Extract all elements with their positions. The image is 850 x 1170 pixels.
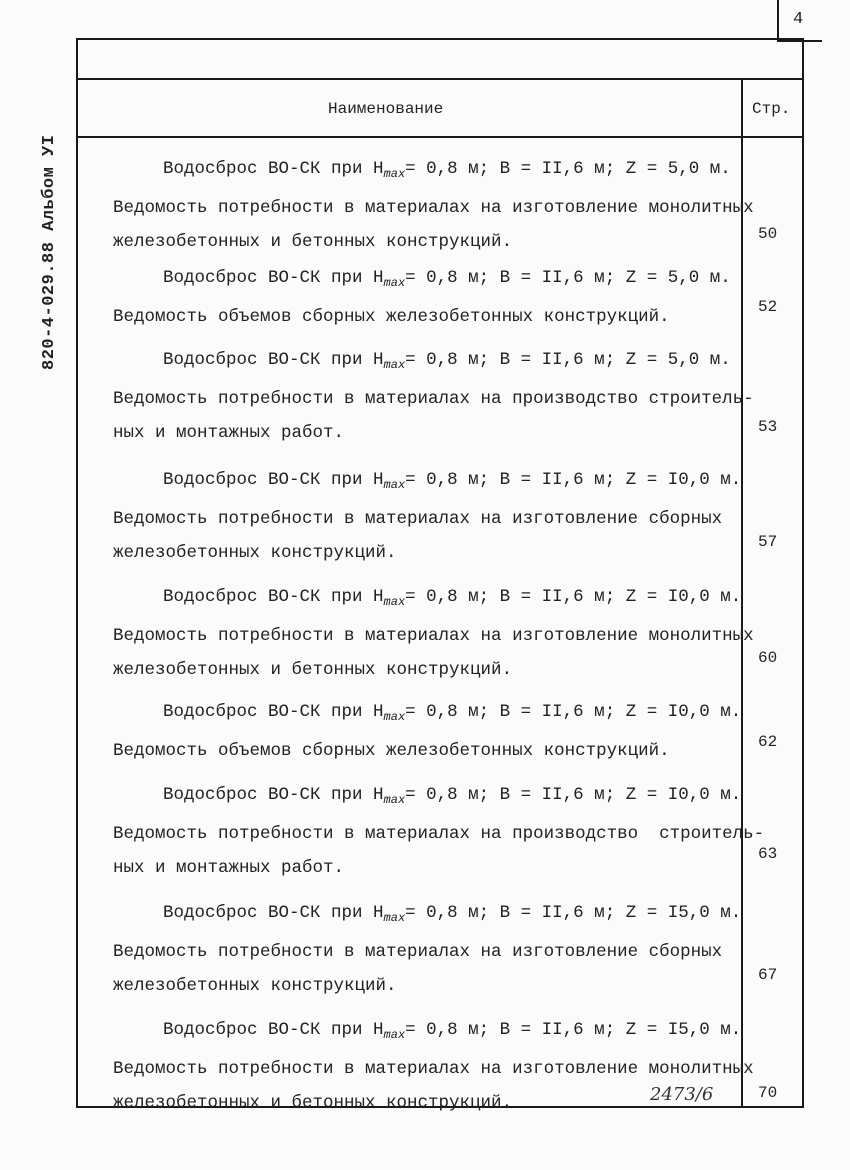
- corner-divider: [777, 40, 822, 42]
- header-name: Наименование: [328, 100, 444, 118]
- table-border-left: [76, 38, 78, 1108]
- entry-page-number: 70: [758, 1084, 778, 1102]
- entry-line: Ведомость объемов сборных железобетонных конструкций.: [113, 741, 670, 761]
- entry-line: Ведомость потребности в материалах на производство строитель-: [113, 389, 754, 409]
- entry-page-number: 57: [758, 533, 778, 551]
- entry-line: железобетонных и бетонных конструкций.: [113, 660, 513, 680]
- toc-entry: [113, 1013, 754, 1120]
- header-divider: [76, 136, 804, 138]
- entry-line: Ведомость потребности в материалах на изготовление сборных: [113, 942, 723, 962]
- toc-entry: [113, 152, 754, 259]
- entry-heading: Водосброс ВО-СК при $Н_{max}= 0,8$ м; В = II,6 м; Z = I0,0 м.: [163, 785, 742, 807]
- entry-line: Ведомость потребности в материалах на изготовление монолитных: [113, 198, 754, 218]
- toc-entry: [113, 261, 743, 334]
- entry-heading: Водосброс ВО-СК при $Н_{max}= 0,8$ м; В = II,6 м; Z = 5,0 м.: [163, 350, 731, 372]
- handwritten-note: 2473/6: [650, 1084, 714, 1105]
- entry-line: Ведомость потребности в материалах на изготовление монолитных: [113, 1059, 754, 1079]
- entry-line: Ведомость потребности в материалах на производство строитель-: [113, 824, 765, 844]
- entry-line: Ведомость объемов сборных железобетонных конструкций.: [113, 307, 670, 327]
- page-number: 4: [793, 10, 804, 29]
- corner-divider: [777, 0, 779, 40]
- table-border-right: [802, 38, 804, 1108]
- header-page: Стр.: [752, 100, 791, 118]
- entry-heading: Водосброс ВО-СК при $Н_{max}= 0,8$ м; В = II,6 м; Z = I5,0 м.: [163, 903, 742, 925]
- entry-heading: Водосброс ВО-СК при $Н_{max}= 0,8$ м; В = II,6 м; Z = 5,0 м.: [163, 159, 731, 181]
- entry-line: ных и монтажных работ.: [113, 858, 345, 878]
- entry-heading: Водосброс ВО-СК при $Н_{max}= 0,8$ м; В = II,6 м; Z = 5,0 м.: [163, 268, 731, 290]
- entry-line: Ведомость потребности в материалах на изготовление монолитных: [113, 626, 754, 646]
- entry-line: железобетонных конструкций.: [113, 543, 397, 563]
- entry-heading: Водосброс ВО-СК при $Н_{max}= 0,8$ м; В = II,6 м; Z = I0,0 м.: [163, 470, 742, 492]
- entry-line: железобетонных и бетонных конструкций.: [113, 1093, 513, 1113]
- entry-heading: Водосброс ВО-СК при $Н_{max}= 0,8$ м; В = II,6 м; Z = I0,0 м.: [163, 702, 742, 724]
- toc-entry: [113, 343, 754, 450]
- entry-line: железобетонных конструкций.: [113, 976, 397, 996]
- table-divider: [76, 78, 804, 80]
- entry-line: железобетонных и бетонных конструкций.: [113, 232, 513, 252]
- entry-page-number: 63: [758, 845, 778, 863]
- entry-page-number: 52: [758, 298, 778, 316]
- entry-page-number: 50: [758, 225, 778, 243]
- entry-page-number: 67: [758, 966, 778, 984]
- toc-entry: [113, 695, 743, 768]
- entry-page-number: 53: [758, 418, 778, 436]
- entry-heading: Водосброс ВО-СК при $Н_{max}= 0,8$ м; В = II,6 м; Z = I0,0 м.: [163, 587, 742, 609]
- entry-line: ных и монтажных работ.: [113, 423, 345, 443]
- toc-entry: [113, 896, 743, 1003]
- side-label: 820-4-029.88 Альбом УI: [40, 134, 59, 370]
- toc-entry: [113, 580, 754, 687]
- entry-page-number: 62: [758, 733, 778, 751]
- entry-page-number: 60: [758, 649, 778, 667]
- toc-entry: [113, 778, 765, 885]
- entry-heading: Водосброс ВО-СК при $Н_{max}= 0,8$ м; В = II,6 м; Z = I5,0 м.: [163, 1020, 742, 1042]
- toc-entry: [113, 463, 743, 570]
- entry-line: Ведомость потребности в материалах на изготовление сборных: [113, 509, 723, 529]
- table-border-top: [76, 38, 804, 40]
